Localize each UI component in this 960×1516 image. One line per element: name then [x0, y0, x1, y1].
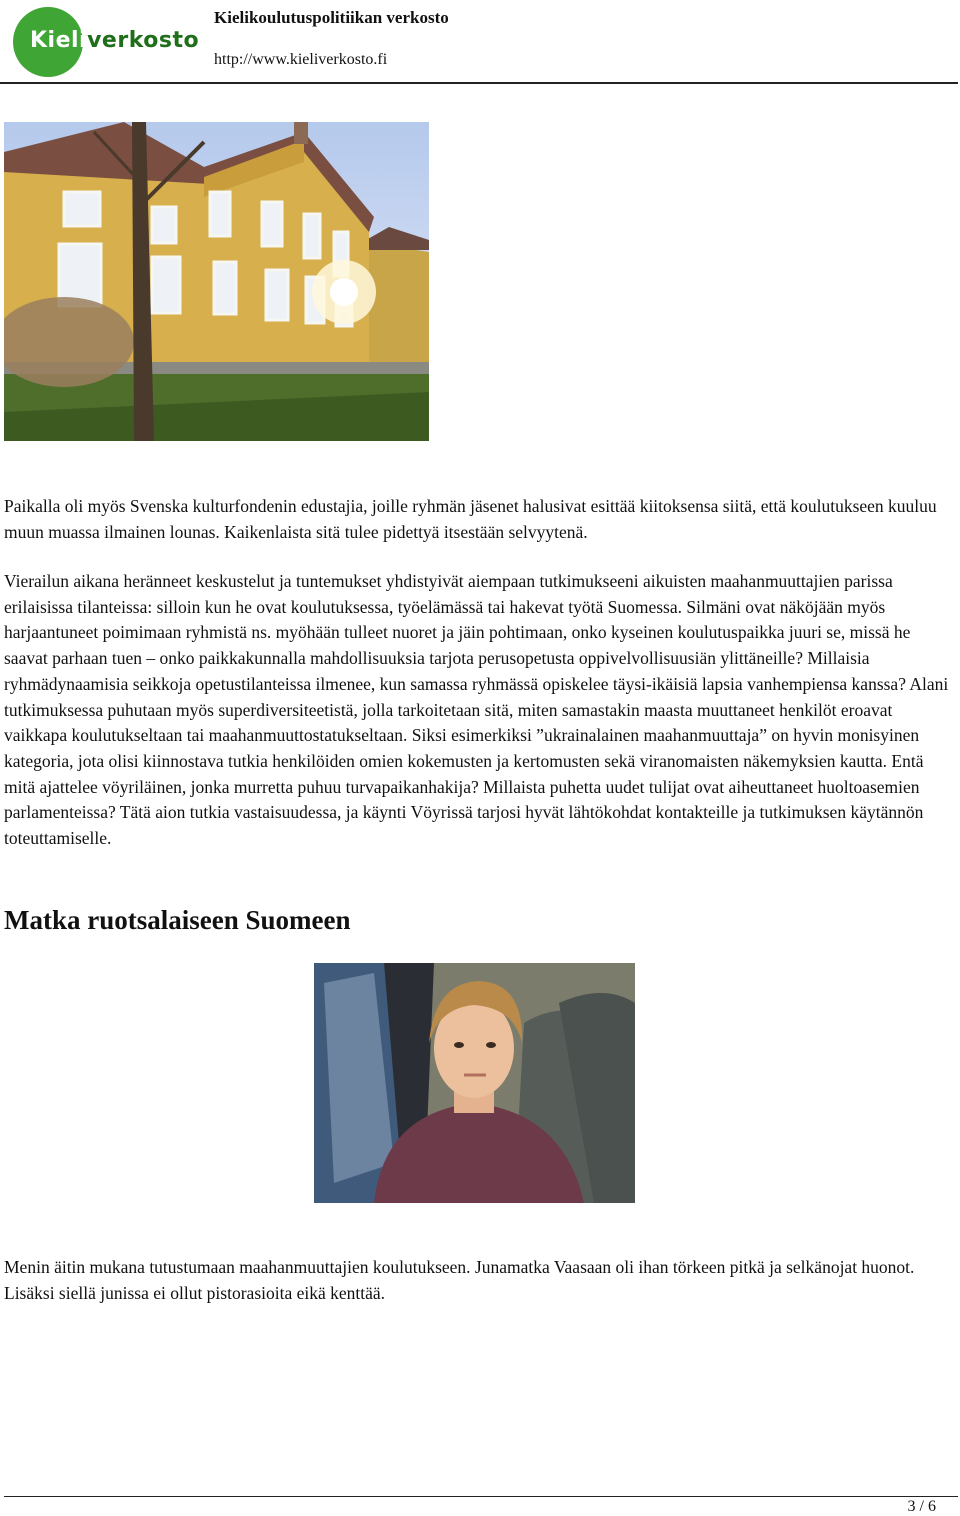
site-title: Kielikoulutuspolitiikan verkosto — [214, 8, 449, 27]
header-divider — [0, 82, 958, 84]
section-heading: Matka ruotsalaiseen Suomeen — [4, 905, 351, 935]
page-number: 3 / 6 — [907, 1498, 936, 1515]
footer-divider — [4, 1496, 958, 1497]
page-header — [0, 0, 960, 84]
boy-on-train-photo — [314, 963, 635, 1203]
paragraph-research: Vierailun aikana heränneet keskustelut ja tuntemukset yhdistyivät aiempaan tutkimukseeni aikuisten maahanmuuttajien parissa erilaisissa tilanteissa: silloin kun he ovat koulutuksessa, työelämässä tai hakevat työtä Suomessa. Silmäni ovat näköjään myös harjaantuneet poimimaan ryhmistä ns. myöhään tulleet nuoret ja jäin pohtimaan, onko kyseinen koulutuspaikka juuri se, missä he saavat parhaan tuen – onko paikkakunnalla mahdollisuuksia tarjota perusopetusta oppivelvollisuusiän ylittäneille? Millaisia ryhmädynaamisia seikkoja opetustilanteissa ilmenee, kun samassa ryhmässä opiskelee täysi-ikäisiä lapsia vanhempiensa kanssa? Alani tutkimuksessa puhutaan myös superdiversiteetistä, jolla tarkoitetaan sitä, miten samastakin maasta muuttaneet henkilöt eroavat vaikkapa koulutukseltaan tai maahanmuuttostatukseltaan. Siksi esimerkiksi ”ukrainalainen maahanmuuttaja” on hyvin monisyinen kategoria, jota olisi kiinnostava tutkia henkilöiden omien kokemusten ja kertomusten sekä viranomaisten näkemyksien kautta. Entä mitä ajattelee vöyriläinen, jonka murretta puhuu turvapaikanhakija? Millaista puhetta uudet tulijat ovat aiheuttaneet huoltoasemien parlamenteissa? Tätä aion tutkia vastaisuudessa, ja käynti Vöyrissä tarjosi hyvät lähtökohdat kontakteille ja tutkimuksen käytännön toteuttamiselle. — [4, 571, 949, 849]
paragraph-train-trip: Menin äitin mukana tutustumaan maahanmuuttajien koulutukseen. Junamatka Vaasaan oli ihan törkeen pitkä ja selkänojat huonot. Lisäksi siellä junissa ei ollut pistorasioita eikä kenttää. — [4, 1257, 915, 1303]
site-url-link[interactable]: http://www.kieliverkosto.fi — [214, 51, 388, 68]
yellow-school-building-photo — [4, 122, 429, 441]
paragraph-kulturfonden: Paikalla oli myös Svenska kulturfondenin edustajia, joille ryhmän jäsenet halusivat esittää kiitoksensa siitä, että koulutukseen kuuluu muun muassa ilmainen lounas. Kaikenlaista sitä tulee pidettyä itsestään selvyytenä. — [4, 496, 937, 542]
logo-wordmark: Kieliverkosto — [30, 28, 200, 53]
